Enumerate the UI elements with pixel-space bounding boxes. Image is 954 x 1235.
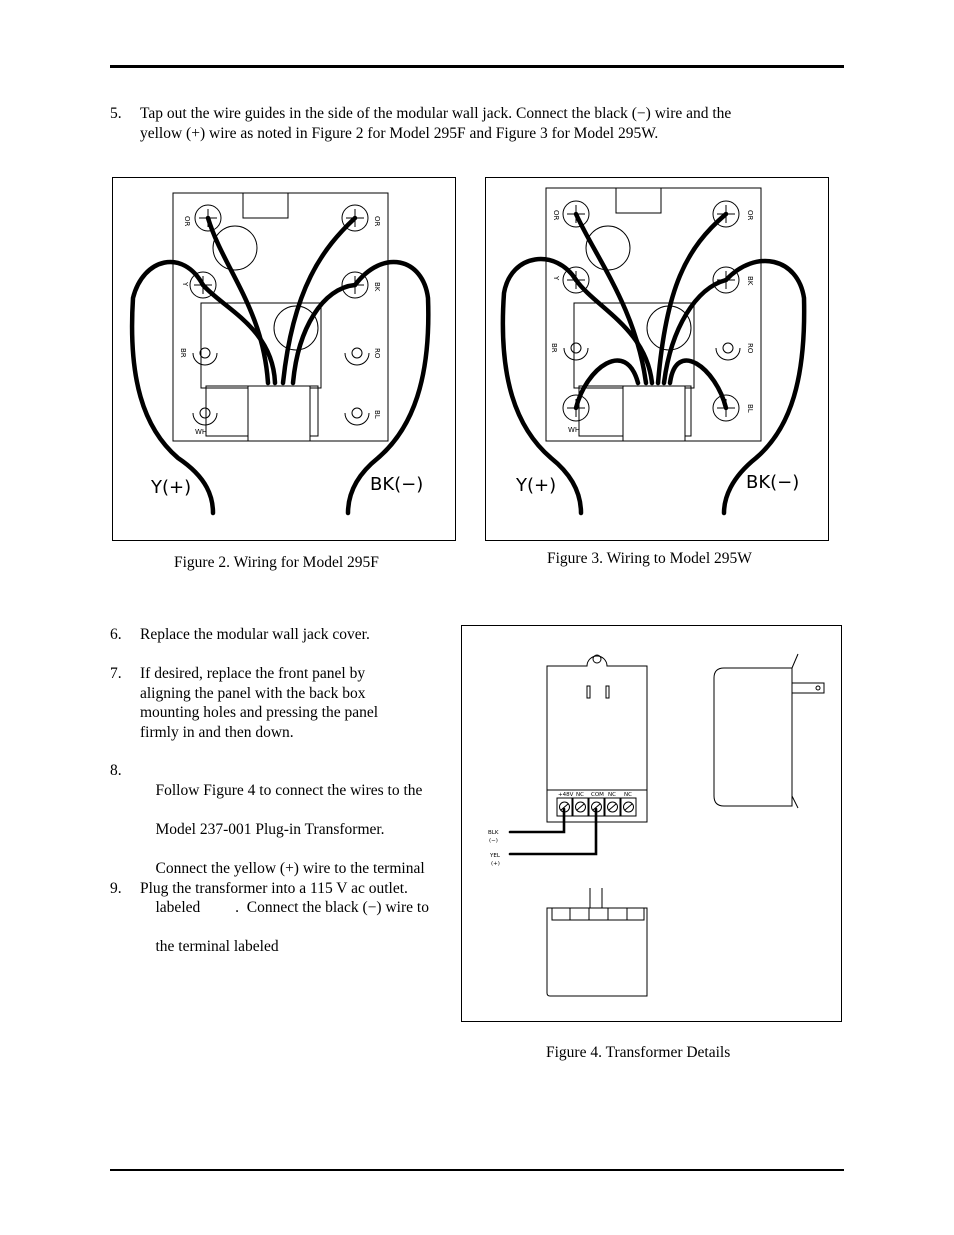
terminal-label-nc: NC	[576, 792, 584, 798]
wire-label-yel: YEL	[490, 853, 500, 859]
step-text-line: Plug the transformer into a 115 V ac outlet.	[140, 880, 408, 897]
wire-label-black: BK(−)	[370, 474, 424, 495]
step-text-line: Model 237-001 Plug-in Transformer.	[155, 820, 385, 838]
step-text-line: Follow Figure 4 to connect the wires to the	[155, 781, 423, 799]
terminal-label: RO	[373, 348, 381, 359]
terminal-label-com: COM	[591, 792, 604, 798]
terminal-label-nc: NC	[624, 792, 632, 798]
terminal-label: RO	[746, 343, 754, 354]
step-text-line: If desired, replace the front panel by	[140, 665, 366, 682]
terminal-label: OR	[373, 216, 381, 227]
step-text-line: Replace the modular wall jack cover.	[140, 626, 370, 643]
terminal-label: BK	[746, 276, 754, 286]
terminal-label: BK	[373, 282, 381, 292]
wire-label-blk-sign: (−)	[489, 838, 498, 844]
terminal-label: BL	[373, 410, 381, 419]
terminal-label: WH	[195, 428, 208, 436]
step-text-line: Tap out the wire guides in the side of the modular wall jack. Connect the black (−) wire and the	[140, 105, 732, 122]
step-number: 8.	[110, 762, 122, 779]
terminal-label: BL	[746, 404, 754, 413]
terminal-label: BR	[179, 348, 187, 358]
terminal-label: OR	[552, 210, 560, 221]
terminal-label: Y	[181, 282, 189, 287]
terminal-label: Y	[552, 276, 560, 281]
figure-2-wiring-295f	[112, 177, 456, 541]
step-text-line: aligning the panel with the back box	[140, 684, 366, 702]
terminal-label-nc: NC	[608, 792, 616, 798]
figure-2-caption: Figure 2. Wiring for Model 295F	[174, 554, 379, 571]
terminal-label-48v: +48V	[558, 792, 574, 798]
wire-label-yel-sign: (+)	[491, 861, 500, 867]
terminal-label: BR	[550, 343, 558, 353]
footer-rule	[110, 1169, 844, 1171]
figure-3-caption: Figure 3. Wiring to Model 295W	[547, 550, 752, 567]
step-number: 6.	[110, 626, 122, 643]
figure-3-wiring-295w	[485, 177, 829, 541]
figure-4-caption: Figure 4. Transformer Details	[546, 1044, 731, 1061]
step-text-line: labeled . Connect the black (−) wire to	[155, 899, 429, 917]
wire-label-yellow: Y(+)	[516, 475, 557, 496]
wire-label-yellow: Y(+)	[151, 477, 192, 498]
wire-label-black: BK(−)	[746, 472, 800, 493]
step-text-line: yellow (+) wire as noted in Figure 2 for Model 295F and Figure 3 for Model 295W.	[140, 124, 659, 142]
step-number: 9.	[110, 880, 122, 897]
step-number: 7.	[110, 665, 122, 682]
step-text-line: the terminal labeled	[155, 938, 279, 956]
wire-label-blk: BLK	[488, 830, 499, 836]
terminal-label: OR	[746, 210, 754, 221]
step-text-line: Connect the yellow (+) wire to the terminal	[155, 859, 425, 877]
step-text-line: firmly in and then down.	[140, 723, 294, 741]
step-text-line: mounting holes and pressing the panel	[140, 704, 379, 722]
step-number: 5.	[110, 105, 122, 122]
figure-4-transformer	[461, 625, 842, 1022]
terminal-label: WH	[568, 426, 581, 434]
header-rule	[110, 65, 844, 68]
terminal-label: OR	[183, 216, 191, 227]
